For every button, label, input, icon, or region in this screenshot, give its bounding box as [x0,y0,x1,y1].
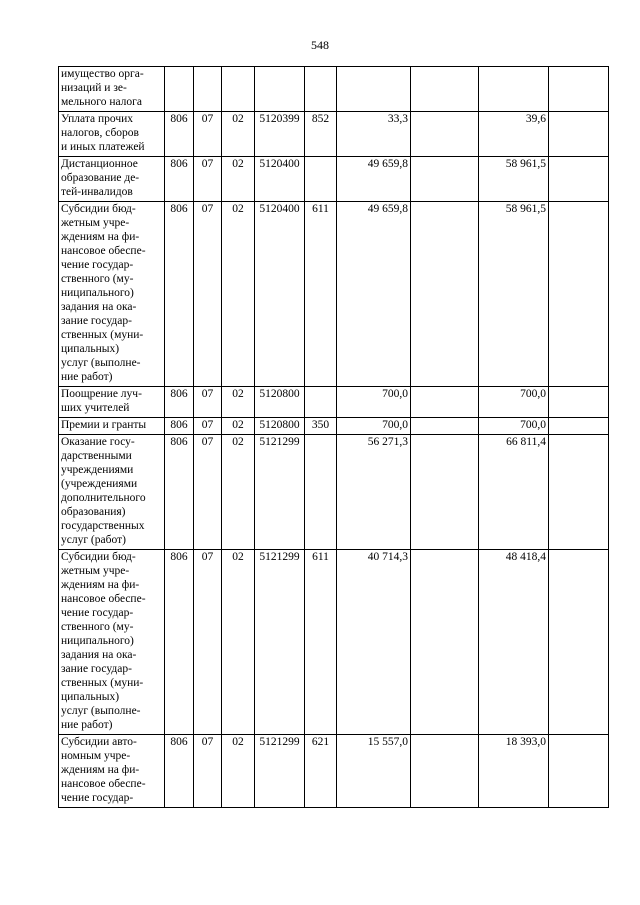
table-body [59,67,609,808]
cell-rz: 07 [194,112,222,157]
cell-name: Субсидии бюд- жетным учре- ждениям на фи- нансовое обеспе- чение государ- ственного (му- ниципального) задания на ока- зание государ- ственных (муни- ципальных) услуг (выполне- ние работ) [59,550,165,735]
table-row [59,435,609,550]
cell-empty [411,157,479,202]
cell-sum-2014: 49 659,8 [337,202,411,387]
table-row [59,67,609,112]
cell-csr: 5120800 [255,387,305,418]
cell-vr: 852 [305,112,337,157]
cell-ved: 806 [165,418,194,435]
cell-ved: 806 [165,550,194,735]
cell-rz: 07 [194,550,222,735]
cell-empty [411,550,479,735]
cell-vr: 350 [305,418,337,435]
cell-pr: 02 [222,435,255,550]
cell-sum-2015: 58 961,5 [479,157,549,202]
cell-name: Поощрение луч- ших учителей [59,387,165,418]
cell-ved: 806 [165,157,194,202]
cell-csr [255,67,305,112]
cell-ved [165,67,194,112]
cell-empty [549,67,609,112]
cell-vr [305,387,337,418]
cell-vr [305,67,337,112]
cell-pr: 02 [222,550,255,735]
cell-sum-2015: 39,6 [479,112,549,157]
cell-rz [194,67,222,112]
cell-empty [411,735,479,808]
cell-pr: 02 [222,112,255,157]
cell-empty [549,418,609,435]
cell-empty [549,387,609,418]
table-row [59,550,609,735]
cell-pr: 02 [222,418,255,435]
cell-sum-2014: 56 271,3 [337,435,411,550]
cell-rz: 07 [194,387,222,418]
cell-ved: 806 [165,112,194,157]
cell-sum-2014: 15 557,0 [337,735,411,808]
cell-sum-2015: 700,0 [479,418,549,435]
cell-empty [411,418,479,435]
cell-ved: 806 [165,387,194,418]
cell-empty [549,157,609,202]
cell-csr: 5120400 [255,157,305,202]
cell-csr: 5121299 [255,435,305,550]
cell-pr [222,67,255,112]
cell-vr: 611 [305,202,337,387]
cell-csr: 5120800 [255,418,305,435]
cell-name: имущество орга- низаций и зе- мельного налога [59,67,165,112]
table-row [59,735,609,808]
cell-name: Оказание госу- дарственными учреждениями (учреждениями дополнительного образования) государственных услуг (работ) [59,435,165,550]
cell-sum-2014: 33,3 [337,112,411,157]
cell-sum-2014: 40 714,3 [337,550,411,735]
cell-vr [305,157,337,202]
cell-rz: 07 [194,202,222,387]
cell-sum-2015: 18 393,0 [479,735,549,808]
table-row [59,202,609,387]
cell-vr: 611 [305,550,337,735]
cell-empty [549,112,609,157]
cell-sum-2014: 700,0 [337,387,411,418]
cell-empty [411,67,479,112]
cell-empty [549,435,609,550]
cell-empty [549,735,609,808]
cell-sum-2015: 58 961,5 [479,202,549,387]
cell-csr: 5121299 [255,735,305,808]
cell-vr [305,435,337,550]
cell-pr: 02 [222,157,255,202]
cell-sum-2014: 700,0 [337,418,411,435]
cell-empty [411,387,479,418]
cell-ved: 806 [165,435,194,550]
cell-rz: 07 [194,157,222,202]
cell-name: Премии и гранты [59,418,165,435]
page-number: 548 [311,38,329,52]
cell-empty [549,202,609,387]
cell-pr: 02 [222,202,255,387]
table-row [59,112,609,157]
cell-csr: 5120400 [255,202,305,387]
cell-rz: 07 [194,735,222,808]
cell-ved: 806 [165,735,194,808]
cell-empty [549,550,609,735]
cell-sum-2015 [479,67,549,112]
table-row [59,418,609,435]
cell-sum-2015: 700,0 [479,387,549,418]
table-row [59,157,609,202]
cell-sum-2014: 49 659,8 [337,157,411,202]
cell-rz: 07 [194,418,222,435]
cell-sum-2014 [337,67,411,112]
cell-name: Субсидии бюд- жетным учре- ждениям на фи- нансовое обеспе- чение государ- ственного (му- ниципального) задания на ока- зание государ- ственных (муни- ципальных) услуг (выполне- ние работ) [59,202,165,387]
cell-pr: 02 [222,387,255,418]
cell-csr: 5120399 [255,112,305,157]
cell-sum-2015: 66 811,4 [479,435,549,550]
cell-sum-2015: 48 418,4 [479,550,549,735]
table-row [59,387,609,418]
budget-table [58,66,609,808]
cell-name: Уплата прочих налогов, сборов и иных платежей [59,112,165,157]
cell-empty [411,435,479,550]
cell-ved: 806 [165,202,194,387]
cell-empty [411,202,479,387]
cell-rz: 07 [194,435,222,550]
cell-empty [411,112,479,157]
cell-csr: 5121299 [255,550,305,735]
cell-name: Дистанционное образование де- тей-инвалидов [59,157,165,202]
cell-pr: 02 [222,735,255,808]
cell-name: Субсидии авто- номным учре- ждениям на фи- нансовое обеспе- чение государ- [59,735,165,808]
cell-vr: 621 [305,735,337,808]
